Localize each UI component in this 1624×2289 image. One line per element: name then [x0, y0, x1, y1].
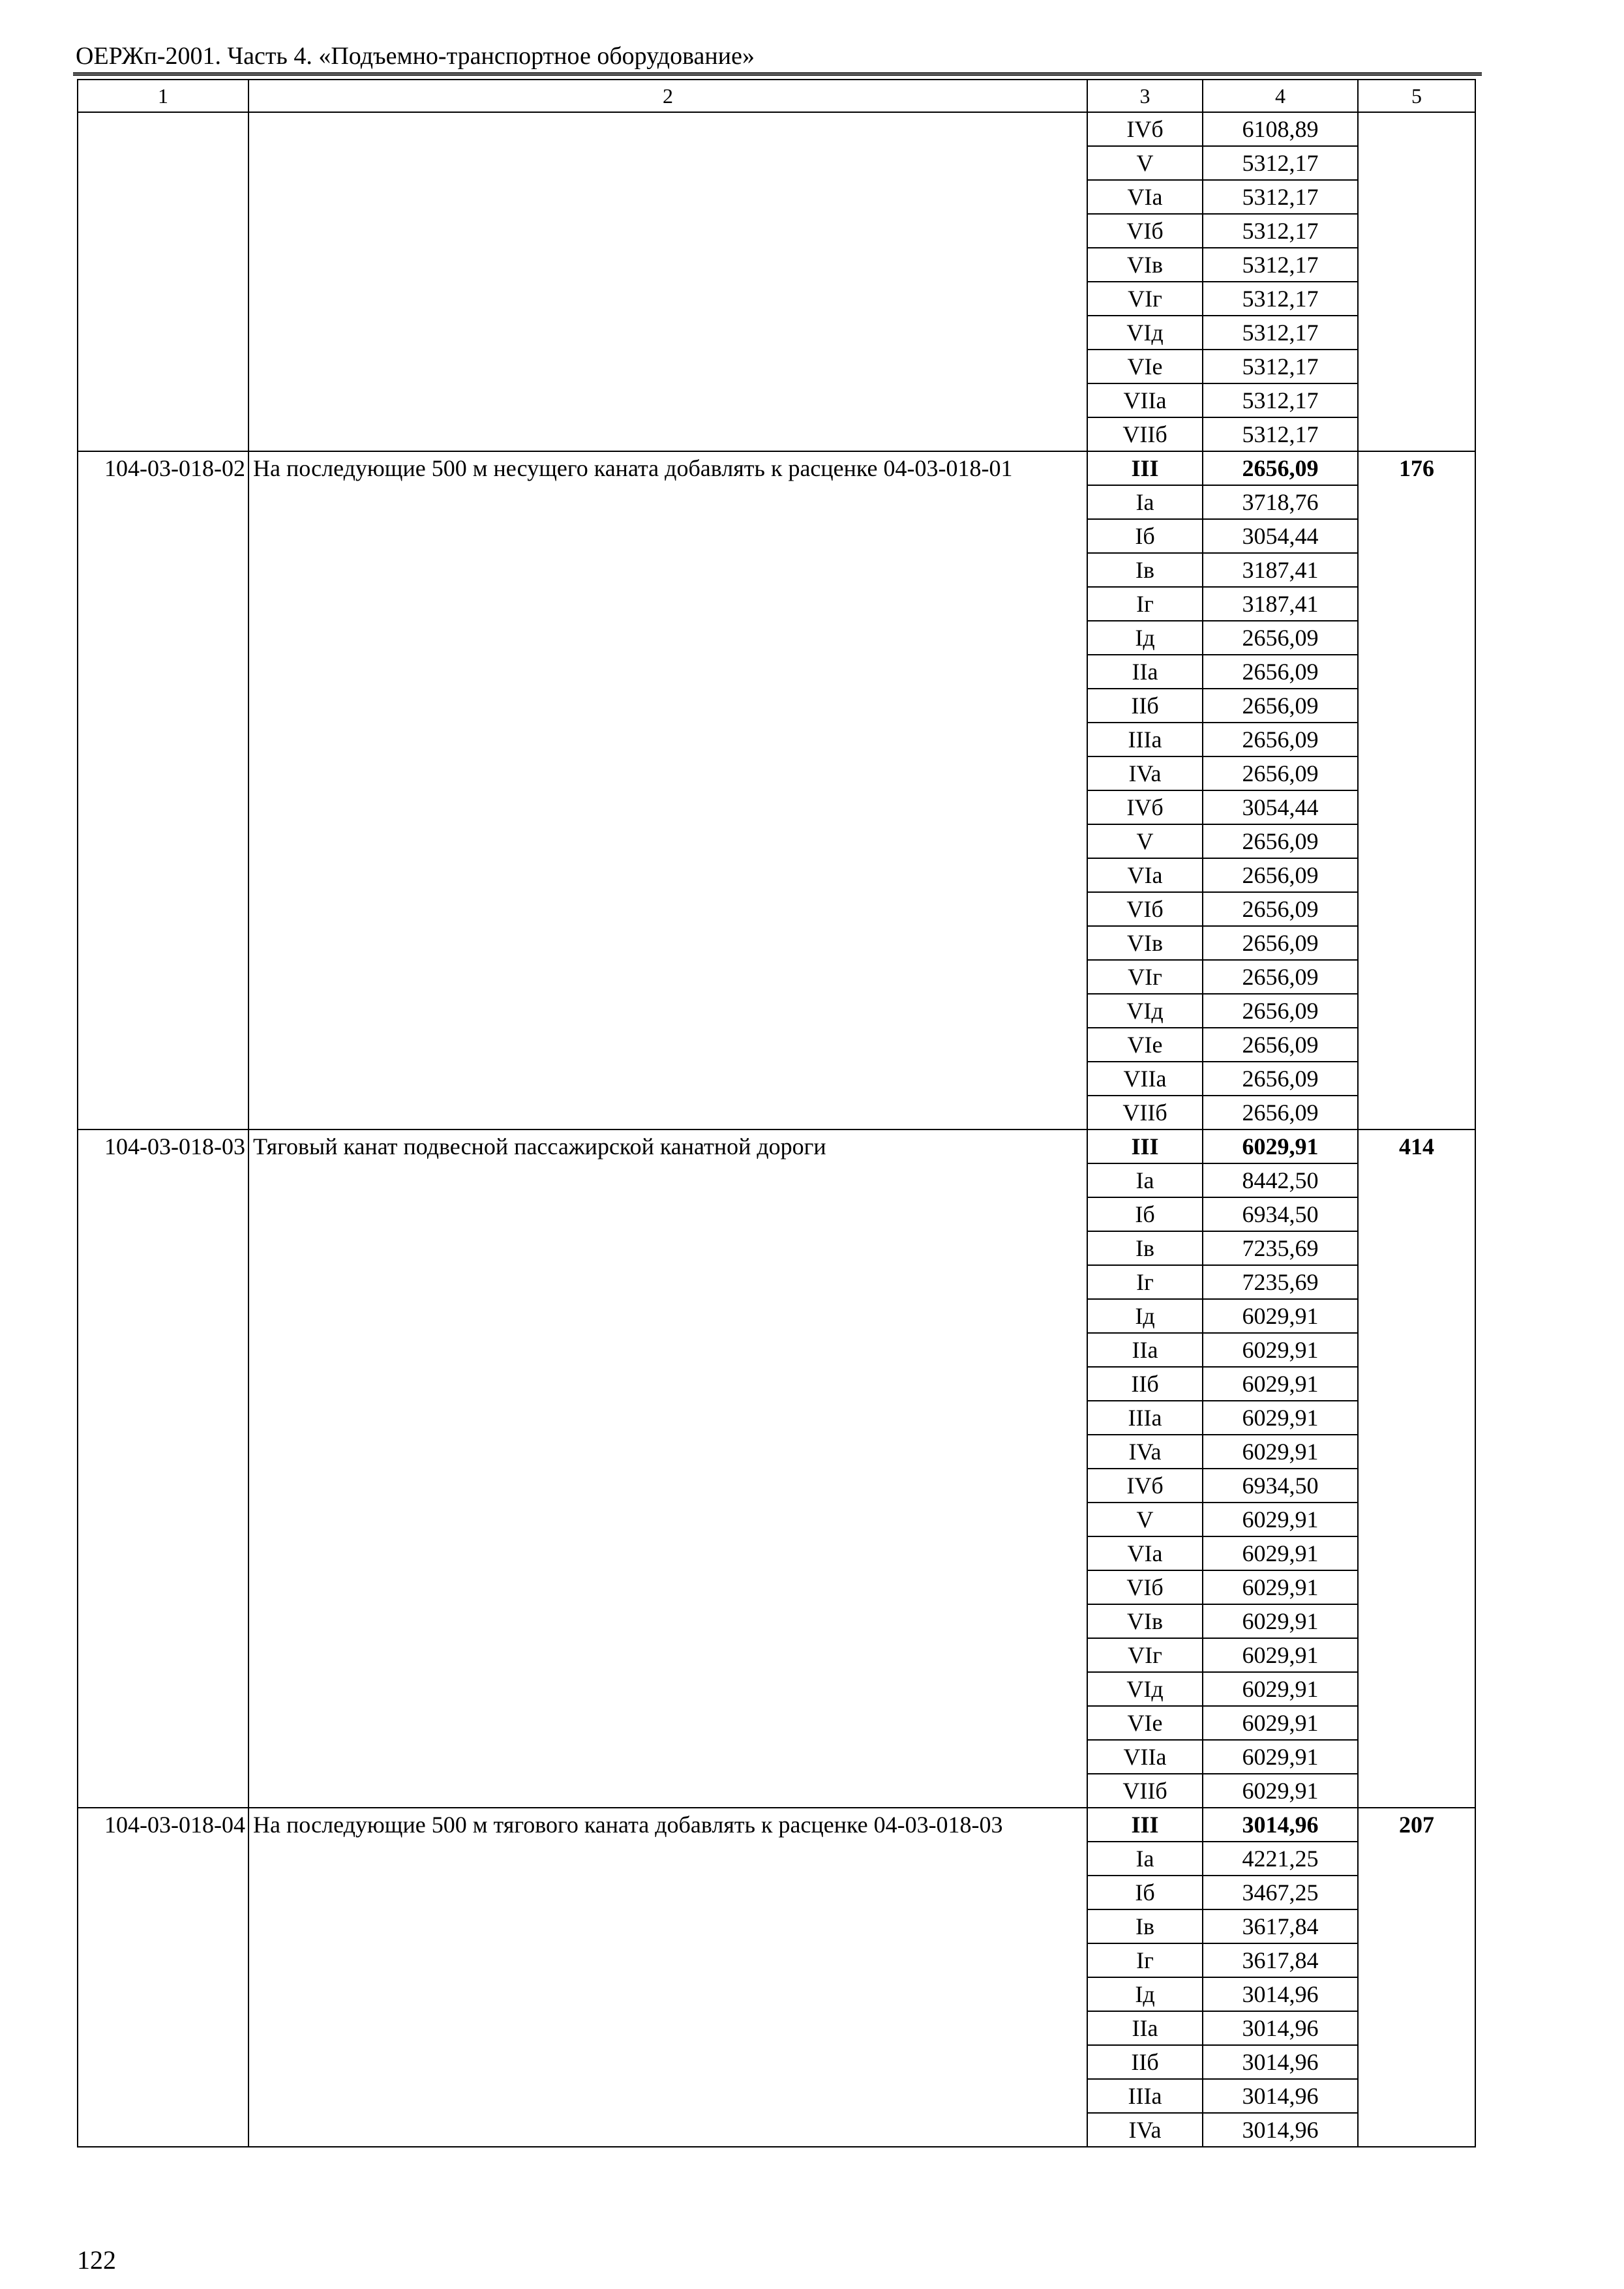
price-cell: 8442,50	[1203, 1163, 1358, 1197]
zone-cell: Iв	[1087, 1231, 1203, 1265]
zone-cell: VIIб	[1087, 1774, 1203, 1808]
price-cell: 6029,91	[1203, 1774, 1358, 1808]
zone-cell: IVa	[1087, 756, 1203, 790]
zone-cell: VIa	[1087, 1536, 1203, 1570]
price-cell: 6029,91	[1203, 1706, 1358, 1740]
price-cell: 5312,17	[1203, 282, 1358, 316]
base-price-cell: 2656,09	[1203, 451, 1358, 485]
zone-cell: VIIа	[1087, 383, 1203, 417]
price-cell: 2656,09	[1203, 960, 1358, 994]
price-cell: 5312,17	[1203, 214, 1358, 248]
code-cell	[78, 112, 248, 451]
zone-cell: VIв	[1087, 1604, 1203, 1638]
zone-cell: Iд	[1087, 1977, 1203, 2011]
zone-cell: VIе	[1087, 1706, 1203, 1740]
price-cell: 6108,89	[1203, 112, 1358, 146]
zone-cell: VIг	[1087, 282, 1203, 316]
price-cell: 2656,09	[1203, 892, 1358, 926]
price-cell: 2656,09	[1203, 994, 1358, 1028]
table-row	[78, 451, 1475, 485]
zone-cell: IIIa	[1087, 2079, 1203, 2113]
zone-cell: IIб	[1087, 689, 1203, 723]
price-cell: 6029,91	[1203, 1367, 1358, 1401]
column-number-2: 2	[248, 80, 1087, 112]
description-cell	[248, 112, 1087, 451]
zone-cell: Iв	[1087, 1909, 1203, 1943]
zone-cell: Iд	[1087, 621, 1203, 655]
zone-cell: IIб	[1087, 1367, 1203, 1401]
zone-cell: IIб	[1087, 2045, 1203, 2079]
price-cell: 6029,91	[1203, 1503, 1358, 1536]
price-cell: 7235,69	[1203, 1231, 1358, 1265]
item-description: Тяговый канат подвесной пассажирской канатной дороги	[248, 1130, 1087, 1808]
item-code: 104-03-018-04	[78, 1808, 248, 2147]
col5-cell	[1358, 112, 1475, 451]
price-cell: 5312,17	[1203, 350, 1358, 383]
item-col5: 414	[1358, 1130, 1475, 1808]
running-header: ОЕРЖп-2001. Часть 4. «Подъемно-транспортное оборудование»	[73, 39, 1482, 76]
price-cell: 3187,41	[1203, 553, 1358, 587]
column-number-1: 1	[78, 80, 248, 112]
column-numbers-row	[78, 80, 1475, 112]
zone-cell: Iг	[1087, 1265, 1203, 1299]
zone-cell: Iд	[1087, 1299, 1203, 1333]
price-cell: 5312,17	[1203, 383, 1358, 417]
zone-cell: VIб	[1087, 892, 1203, 926]
price-cell: 6029,91	[1203, 1638, 1358, 1672]
price-cell: 3014,96	[1203, 1977, 1358, 2011]
zone-cell: V	[1087, 146, 1203, 180]
zone-cell: VIIа	[1087, 1740, 1203, 1774]
price-cell: 3014,96	[1203, 2045, 1358, 2079]
zone-cell: VIе	[1087, 1028, 1203, 1062]
zone-cell: VIе	[1087, 350, 1203, 383]
zone-cell: IVб	[1087, 1469, 1203, 1503]
item-col5: 176	[1358, 451, 1475, 1130]
price-cell: 7235,69	[1203, 1265, 1358, 1299]
zone-cell: VIд	[1087, 316, 1203, 350]
zone-cell: VIг	[1087, 960, 1203, 994]
item-col5: 207	[1358, 1808, 1475, 2147]
price-cell: 2656,09	[1203, 824, 1358, 858]
price-cell: 3187,41	[1203, 587, 1358, 621]
price-cell: 2656,09	[1203, 1028, 1358, 1062]
price-cell: 2656,09	[1203, 689, 1358, 723]
column-number-5: 5	[1358, 80, 1475, 112]
price-cell: 2656,09	[1203, 723, 1358, 756]
zone-cell: VIIб	[1087, 417, 1203, 451]
zone-cell: Iб	[1087, 1876, 1203, 1909]
zone-cell: IVб	[1087, 790, 1203, 824]
price-cell: 3467,25	[1203, 1876, 1358, 1909]
page-number: 122	[77, 2245, 116, 2275]
zone-cell: VIIа	[1087, 1062, 1203, 1096]
zone-cell: VIa	[1087, 858, 1203, 892]
price-cell: 6029,91	[1203, 1401, 1358, 1435]
zone-cell: Iв	[1087, 553, 1203, 587]
zone-cell: Iб	[1087, 519, 1203, 553]
zone-cell: VIд	[1087, 1672, 1203, 1706]
price-cell: 3718,76	[1203, 485, 1358, 519]
price-cell: 3014,96	[1203, 2079, 1358, 2113]
base-price-cell: 3014,96	[1203, 1808, 1358, 1842]
base-zone-cell: III	[1087, 1808, 1203, 1842]
table-row	[78, 1130, 1475, 1163]
column-number-3: 3	[1087, 80, 1203, 112]
zone-cell: VIв	[1087, 248, 1203, 282]
zone-cell: IIIa	[1087, 1401, 1203, 1435]
price-cell: 3014,96	[1203, 2113, 1358, 2147]
price-cell: 6029,91	[1203, 1570, 1358, 1604]
price-cell: 3617,84	[1203, 1943, 1358, 1977]
item-description: На последующие 500 м тягового каната добавлять к расценке 04-03-018-03	[248, 1808, 1087, 2147]
table-row	[78, 112, 1475, 146]
zone-cell: Iб	[1087, 1197, 1203, 1231]
price-cell: 5312,17	[1203, 180, 1358, 214]
price-table	[77, 79, 1476, 2147]
price-cell: 5312,17	[1203, 146, 1358, 180]
zone-cell: V	[1087, 1503, 1203, 1536]
price-cell: 5312,17	[1203, 248, 1358, 282]
price-cell: 6934,50	[1203, 1197, 1358, 1231]
price-cell: 6029,91	[1203, 1333, 1358, 1367]
zone-cell: Ia	[1087, 485, 1203, 519]
zone-cell: Ia	[1087, 1163, 1203, 1197]
price-cell: 6029,91	[1203, 1299, 1358, 1333]
zone-cell: Iг	[1087, 587, 1203, 621]
zone-cell: Ia	[1087, 1842, 1203, 1876]
price-cell: 4221,25	[1203, 1842, 1358, 1876]
column-number-4: 4	[1203, 80, 1358, 112]
zone-cell: Iг	[1087, 1943, 1203, 1977]
base-price-cell: 6029,91	[1203, 1130, 1358, 1163]
price-cell: 6029,91	[1203, 1740, 1358, 1774]
zone-cell: VIд	[1087, 994, 1203, 1028]
zone-cell: IVa	[1087, 1435, 1203, 1469]
base-zone-cell: III	[1087, 1130, 1203, 1163]
zone-cell: IIIa	[1087, 723, 1203, 756]
price-cell: 3617,84	[1203, 1909, 1358, 1943]
item-code: 104-03-018-02	[78, 451, 248, 1130]
zone-cell: IIa	[1087, 1333, 1203, 1367]
price-cell: 2656,09	[1203, 756, 1358, 790]
price-cell: 2656,09	[1203, 655, 1358, 689]
price-cell: 2656,09	[1203, 621, 1358, 655]
price-cell: 3014,96	[1203, 2011, 1358, 2045]
price-cell: 5312,17	[1203, 316, 1358, 350]
zone-cell: IIa	[1087, 655, 1203, 689]
price-cell: 6029,91	[1203, 1672, 1358, 1706]
price-cell: 6029,91	[1203, 1435, 1358, 1469]
zone-cell: VIб	[1087, 214, 1203, 248]
price-cell: 6029,91	[1203, 1536, 1358, 1570]
base-zone-cell: III	[1087, 451, 1203, 485]
price-cell: 6934,50	[1203, 1469, 1358, 1503]
zone-cell: VIб	[1087, 1570, 1203, 1604]
price-cell: 6029,91	[1203, 1604, 1358, 1638]
price-cell: 2656,09	[1203, 1062, 1358, 1096]
zone-cell: IVб	[1087, 112, 1203, 146]
item-description: На последующие 500 м несущего каната добавлять к расценке 04-03-018-01	[248, 451, 1087, 1130]
zone-cell: IVa	[1087, 2113, 1203, 2147]
price-cell: 2656,09	[1203, 1096, 1358, 1130]
price-cell: 5312,17	[1203, 417, 1358, 451]
zone-cell: VIг	[1087, 1638, 1203, 1672]
zone-cell: VIIб	[1087, 1096, 1203, 1130]
price-cell: 2656,09	[1203, 926, 1358, 960]
item-code: 104-03-018-03	[78, 1130, 248, 1808]
price-cell: 2656,09	[1203, 858, 1358, 892]
price-cell: 3054,44	[1203, 519, 1358, 553]
zone-cell: VIв	[1087, 926, 1203, 960]
zone-cell: VIa	[1087, 180, 1203, 214]
zone-cell: IIa	[1087, 2011, 1203, 2045]
price-cell: 3054,44	[1203, 790, 1358, 824]
zone-cell: V	[1087, 824, 1203, 858]
table-row	[78, 1808, 1475, 1842]
